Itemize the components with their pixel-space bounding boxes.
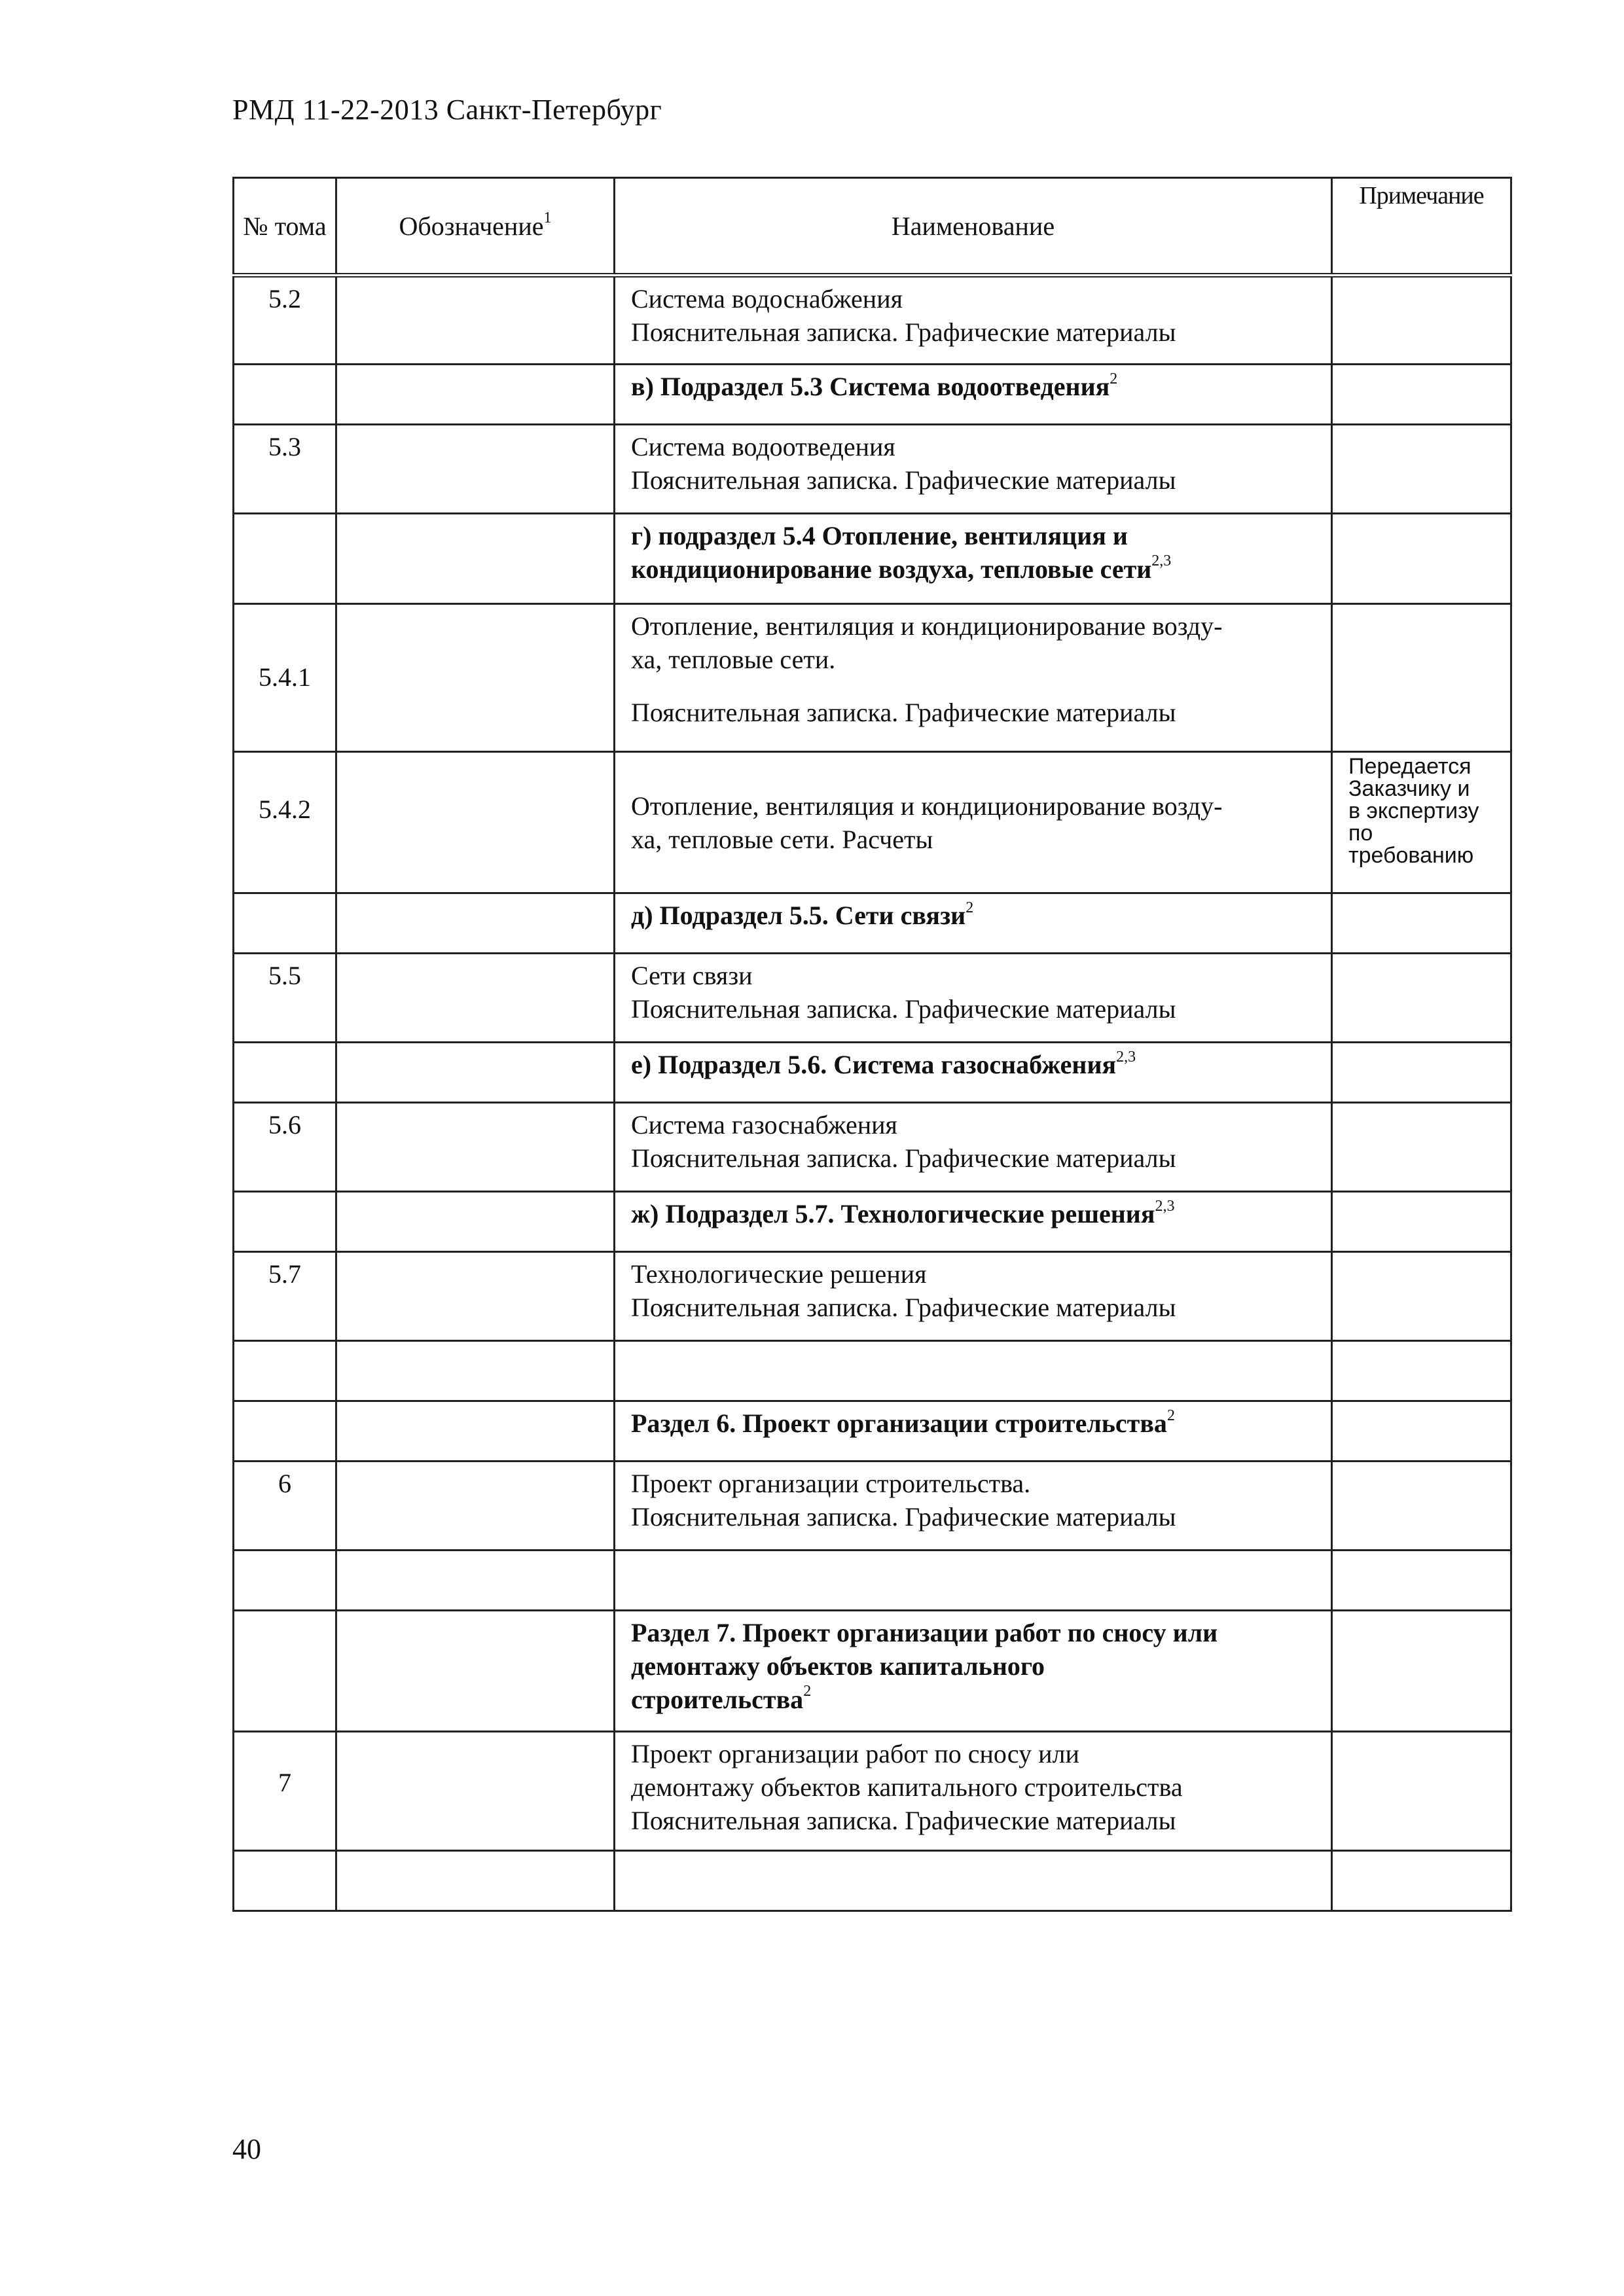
table-row-heading [234, 893, 1511, 954]
column-header-note-text: Примечание [1359, 182, 1484, 209]
section-heading: е) Подраздел 5.6. Система газоснабжения [631, 1050, 1117, 1079]
note-cell [1332, 1252, 1511, 1341]
table-row [234, 954, 1511, 1043]
volume-cell: 5.5 [234, 954, 336, 1043]
note-cell [1332, 1462, 1511, 1551]
table-row-empty [234, 1341, 1511, 1401]
section-heading: ж) Подраздел 5.7. Технологические решения [631, 1199, 1155, 1229]
table-row-heading [234, 1611, 1511, 1732]
table-row-heading [234, 365, 1511, 425]
designation-cell [336, 1551, 615, 1611]
volume-cell [234, 1401, 336, 1462]
note-cell [1332, 893, 1511, 954]
column-header-designation [336, 178, 615, 276]
name-line: Пояснительная записка. Графические материалы [631, 1292, 1176, 1322]
name-line: Пояснительная записка. Графические материалы [631, 465, 1176, 495]
footnote-marker: 2,3 [1151, 552, 1172, 570]
footnote-marker: 2,3 [1116, 1048, 1136, 1066]
volume-cell: 7 [234, 1732, 336, 1851]
table-row [234, 1103, 1511, 1192]
name-line: демонтажу объектов капитального строительства [631, 1772, 1183, 1802]
volume-cell: 5.7 [234, 1252, 336, 1341]
name-cell [615, 954, 1332, 1043]
table-row [234, 276, 1511, 365]
designation-cell [336, 1462, 615, 1551]
column-header-volume [234, 178, 336, 276]
note-line: в экспертизу [1348, 798, 1479, 823]
document-header: РМД 11-22-2013 Санкт-Петербург [232, 94, 662, 126]
name-cell [615, 1462, 1332, 1551]
note-cell [1332, 1611, 1511, 1732]
note-cell [1332, 954, 1511, 1043]
section-heading-line: кондиционирование воздуха, тепловые сети [631, 554, 1152, 584]
note-cell [1332, 365, 1511, 425]
designation-cell [336, 276, 615, 365]
name-cell [615, 276, 1332, 365]
name-cell [615, 1341, 1332, 1401]
footnote-marker: 2 [1166, 1407, 1175, 1424]
name-line: Проект организации строительства. [631, 1469, 1031, 1498]
name-cell [615, 1851, 1332, 1911]
section-heading-cell [615, 514, 1332, 604]
note-cell [1332, 425, 1511, 514]
designation-cell [336, 514, 615, 604]
designation-cell [336, 954, 615, 1043]
table-row-empty [234, 1551, 1511, 1611]
footnote-marker: 2,3 [1155, 1197, 1175, 1215]
section-heading-cell [615, 1043, 1332, 1103]
volume-cell [234, 1192, 336, 1252]
name-line: Отопление, вентиляция и кондиционирование возду- [631, 791, 1223, 821]
name-line: Система водоснабжения [631, 284, 903, 314]
name-line: ха, тепловые сети. [631, 644, 836, 674]
note-cell [1332, 1551, 1511, 1611]
page-number: 40 [232, 2133, 261, 2165]
table-row-heading [234, 1192, 1511, 1252]
section-heading: Раздел 6. Проект организации строительства [631, 1408, 1167, 1438]
note-cell [1332, 514, 1511, 604]
table-row [234, 752, 1511, 893]
note-cell [1332, 1103, 1511, 1192]
note-cell [1332, 276, 1511, 365]
column-header-volume-text: № тома [243, 211, 327, 241]
table-header-row [234, 178, 1511, 276]
footnote-marker: 2 [965, 899, 974, 916]
designation-cell [336, 1401, 615, 1462]
section-heading: д) Подраздел 5.5. Сети связи [631, 901, 966, 930]
table-row [234, 1732, 1511, 1851]
volume-cell [234, 1341, 336, 1401]
name-line: Пояснительная записка. Графические материалы [631, 1501, 1176, 1532]
section-heading-line: строительства [631, 1684, 804, 1714]
volume-cell: 6 [234, 1462, 336, 1551]
column-header-note [1332, 178, 1511, 276]
name-cell [615, 1551, 1332, 1611]
designation-cell [336, 365, 615, 425]
column-header-name [615, 178, 1332, 276]
section-heading-cell [615, 1401, 1332, 1462]
note-cell [1332, 1732, 1511, 1851]
note-cell [1332, 1341, 1511, 1401]
volume-cell [234, 1043, 336, 1103]
name-line: Сети связи [631, 961, 753, 990]
name-line: Пояснительная записка. Графические материалы [631, 1143, 1176, 1173]
name-cell [615, 752, 1332, 893]
designation-cell [336, 1043, 615, 1103]
designation-cell [336, 1103, 615, 1192]
designation-cell [336, 752, 615, 893]
footnote-marker: 2 [1110, 370, 1118, 387]
name-line: Система газоснабжения [631, 1110, 897, 1139]
footnote-marker: 1 [543, 209, 552, 227]
table-row-heading [234, 514, 1511, 604]
note-cell [1332, 1043, 1511, 1103]
section-heading: в) Подраздел 5.3 Система водоотведения [631, 372, 1110, 401]
name-cell [615, 1732, 1332, 1851]
section-heading-cell [615, 1192, 1332, 1252]
table-row [234, 1252, 1511, 1341]
designation-cell [336, 1732, 615, 1851]
name-line: Технологические решения [631, 1259, 927, 1289]
table-row [234, 425, 1511, 514]
volume-cell: 5.3 [234, 425, 336, 514]
designation-cell [336, 1341, 615, 1401]
volume-cell [234, 893, 336, 954]
section-heading-cell [615, 1611, 1332, 1732]
volume-cell: 5.6 [234, 1103, 336, 1192]
name-line: Пояснительная записка. Графические материалы [631, 697, 1176, 727]
note-cell [1332, 1401, 1511, 1462]
section-heading-line: г) подраздел 5.4 Отопление, вентиляция и [631, 521, 1128, 550]
note-line: Передается [1348, 754, 1471, 779]
section-heading-line: демонтажу объектов капитального [631, 1651, 1045, 1681]
name-cell [615, 604, 1332, 752]
name-cell [615, 1103, 1332, 1192]
designation-cell [336, 604, 615, 752]
volume-cell [234, 514, 336, 604]
section-heading-cell [615, 893, 1332, 954]
designation-cell [336, 1611, 615, 1732]
volumes-table [232, 177, 1512, 1912]
volume-cell: 5.4.2 [234, 752, 336, 893]
column-header-designation-text: Обозначение [399, 211, 544, 241]
note-cell [1332, 752, 1511, 893]
name-line: ха, тепловые сети. Расчеты [631, 824, 933, 854]
table-row-empty [234, 1851, 1511, 1911]
note-cell [1332, 604, 1511, 752]
volume-cell [234, 1851, 336, 1911]
name-line: Пояснительная записка. Графические материалы [631, 317, 1176, 347]
name-line: Проект организации работ по сносу или [631, 1739, 1079, 1768]
name-line: Система водоотведения [631, 432, 895, 461]
name-line: Пояснительная записка. Графические материалы [631, 994, 1176, 1024]
note-cell [1332, 1851, 1511, 1911]
name-line: Пояснительная записка. Графические материалы [631, 1805, 1176, 1835]
name-cell [615, 425, 1332, 514]
designation-cell [336, 1192, 615, 1252]
designation-cell [336, 1851, 615, 1911]
note-line: по [1348, 821, 1373, 846]
designation-cell [336, 425, 615, 514]
note-cell [1332, 1192, 1511, 1252]
note-line: требованию [1348, 843, 1474, 868]
designation-cell [336, 893, 615, 954]
footnote-marker: 2 [803, 1683, 812, 1700]
table-row [234, 1462, 1511, 1551]
column-header-name-text: Наименование [891, 211, 1055, 241]
section-heading-line: Раздел 7. Проект организации работ по сносу или [631, 1618, 1218, 1647]
line-gap [631, 677, 1315, 696]
table-row [234, 604, 1511, 752]
name-line: Отопление, вентиляция и кондиционирование возду- [631, 611, 1223, 641]
section-heading-cell [615, 365, 1332, 425]
volume-cell: 5.2 [234, 276, 336, 365]
table-row-heading [234, 1401, 1511, 1462]
volume-cell [234, 1551, 336, 1611]
volume-cell [234, 365, 336, 425]
volume-cell [234, 1611, 336, 1732]
table-row-heading [234, 1043, 1511, 1103]
volume-cell: 5.4.1 [234, 604, 336, 752]
designation-cell [336, 1252, 615, 1341]
name-cell [615, 1252, 1332, 1341]
note-line: Заказчику и [1348, 776, 1470, 801]
